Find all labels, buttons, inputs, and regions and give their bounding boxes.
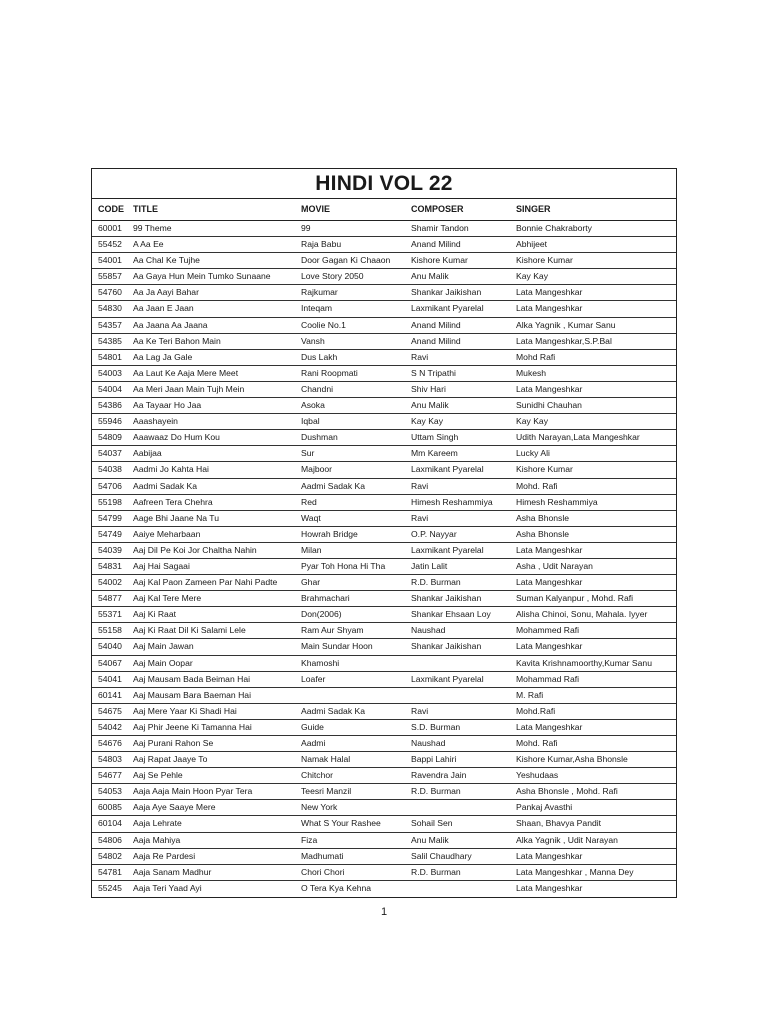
table-row xyxy=(92,865,676,881)
cell-code: 60141 xyxy=(98,689,122,700)
cell-composer: Mm Kareem xyxy=(411,448,458,459)
table-body xyxy=(92,221,676,897)
cell-singer: Kishore Kumar xyxy=(516,464,573,475)
cell-composer: Ravi xyxy=(411,512,429,523)
table-row xyxy=(92,543,676,559)
cell-title: Aa Jaan E Jaan xyxy=(133,303,194,314)
table-row xyxy=(92,784,676,800)
cell-movie: Guide xyxy=(301,721,324,732)
cell-movie: Love Story 2050 xyxy=(301,271,364,282)
cell-code: 55371 xyxy=(98,609,122,620)
cell-code: 54677 xyxy=(98,770,122,781)
cell-title: Aaj Kal Tere Mere xyxy=(133,593,202,604)
cell-composer: Ravendra Jain xyxy=(411,770,467,781)
cell-title: Aaja Aaja Main Hoon Pyar Tera xyxy=(133,786,253,797)
cell-composer: Shankar Jaikishan xyxy=(411,641,482,652)
table-row xyxy=(92,849,676,865)
cell-title: Aaj Mere Yaar Ki Shadi Hai xyxy=(133,705,237,716)
cell-movie: Coolie No.1 xyxy=(301,319,346,330)
cell-movie: Milan xyxy=(301,544,322,555)
cell-title: Aaja Re Pardesi xyxy=(133,850,196,861)
cell-composer: Shankar Jaikishan xyxy=(411,287,482,298)
cell-title: 99 Theme xyxy=(133,223,172,233)
cell-title: Aa Ke Teri Bahon Main xyxy=(133,335,221,346)
cell-title: Aa Chal Ke Tujhe xyxy=(133,255,200,266)
cell-singer: Mohammed Rafi xyxy=(516,625,580,636)
table-row xyxy=(92,382,676,398)
cell-title: Aabijaa xyxy=(133,448,162,459)
cell-code: 54877 xyxy=(98,593,122,604)
cell-movie: Fiza xyxy=(301,834,318,845)
cell-composer: Anu Malik xyxy=(411,834,449,845)
cell-composer: O.P. Nayyar xyxy=(411,528,457,539)
cell-singer: Lata Mangeshkar,S.P.Bal xyxy=(516,335,612,346)
cell-code: 54760 xyxy=(98,287,122,298)
cell-title: Aaj Se Pehle xyxy=(133,770,183,781)
cell-movie: Loafer xyxy=(301,673,326,684)
table-row xyxy=(92,575,676,591)
cell-movie: Chandni xyxy=(301,383,334,394)
cell-title: Aa Laut Ke Aaja Mere Meet xyxy=(133,367,239,378)
cell-singer: Lata Mangeshkar xyxy=(516,303,583,314)
table-row xyxy=(92,672,676,688)
table-row xyxy=(92,334,676,350)
cell-title: Aaj Rapat Jaaye To xyxy=(133,754,208,765)
table-row xyxy=(92,511,676,527)
cell-composer: Himesh Reshammiya xyxy=(411,496,493,507)
table-row xyxy=(92,833,676,849)
cell-movie: Aadmi Sadak Ka xyxy=(301,480,366,491)
table-row xyxy=(92,221,676,237)
cell-title: Aaj Hai Sagaai xyxy=(133,560,190,571)
cell-movie: Pyar Toh Hona Hi Tha xyxy=(301,560,386,571)
cell-title: Aaj Phir Jeene Ki Tamanna Hai xyxy=(133,721,252,732)
table-row xyxy=(92,607,676,623)
cell-movie: Asoka xyxy=(301,400,325,411)
table-row xyxy=(92,720,676,736)
cell-singer: Kishore Kumar xyxy=(516,255,573,266)
cell-title: Aaja Aye Saaye Mere xyxy=(133,802,216,813)
cell-title: A Aa Ee xyxy=(133,239,164,250)
cell-code: 54053 xyxy=(98,786,122,797)
cell-code: 55245 xyxy=(98,882,122,893)
cell-code: 54357 xyxy=(98,319,122,330)
cell-movie: Raja Babu xyxy=(301,239,342,250)
cell-composer: Jatin Lalit xyxy=(411,560,448,571)
table-row xyxy=(92,736,676,752)
cell-composer: Shamir Tandon xyxy=(411,223,469,233)
cell-title: Aaj Main Jawan xyxy=(133,641,194,652)
cell-title: Aaja Teri Yaad Ayi xyxy=(133,882,202,893)
page-number: 1 xyxy=(380,906,388,918)
cell-movie: New York xyxy=(301,802,338,813)
cell-composer: Anand Milind xyxy=(411,335,461,346)
cell-composer: Laxmikant Pyarelal xyxy=(411,464,484,475)
cell-movie: Rajkumar xyxy=(301,287,338,298)
cell-code: 54831 xyxy=(98,560,122,571)
cell-title: Aaiye Meharbaan xyxy=(133,528,201,539)
cell-movie: Red xyxy=(301,496,317,507)
table-row xyxy=(92,350,676,366)
cell-code: 55158 xyxy=(98,625,122,636)
cell-composer: S.D. Burman xyxy=(411,721,461,732)
cell-code: 54004 xyxy=(98,383,122,394)
song-catalog-table xyxy=(91,168,677,898)
cell-singer: Lata Mangeshkar xyxy=(516,850,583,861)
cell-title: Aaj Ki Raat Dil Ki Salami Lele xyxy=(133,625,246,636)
cell-singer: Udith Narayan,Lata Mangeshkar xyxy=(516,432,640,443)
table-row xyxy=(92,800,676,816)
table-row xyxy=(92,446,676,462)
table-row xyxy=(92,269,676,285)
cell-composer: Laxmikant Pyarelal xyxy=(411,544,484,555)
cell-singer: Lata Mangeshkar , Manna Dey xyxy=(516,866,634,877)
cell-composer: Kay Kay xyxy=(411,416,444,427)
cell-singer: Pankaj Avasthi xyxy=(516,802,573,813)
cell-title: Aaj Mausam Bara Baeman Hai xyxy=(133,689,251,700)
cell-singer: Kay Kay xyxy=(516,416,549,427)
cell-movie: Aadmi xyxy=(301,738,326,748)
cell-movie: Dus Lakh xyxy=(301,351,338,362)
cell-code: 54830 xyxy=(98,303,122,314)
cell-singer: Lata Mangeshkar xyxy=(516,577,583,588)
table-row xyxy=(92,816,676,832)
cell-composer: Bappi Lahiri xyxy=(411,754,457,765)
table-row xyxy=(92,253,676,269)
cell-code: 54801 xyxy=(98,351,122,362)
table-row xyxy=(92,366,676,382)
cell-composer: Sohail Sen xyxy=(411,818,453,829)
cell-code: 54706 xyxy=(98,480,122,491)
column-header-movie: MOVIE xyxy=(301,204,331,214)
cell-composer: Shiv Hari xyxy=(411,383,446,394)
cell-movie: Ghar xyxy=(301,577,321,588)
cell-movie: O Tera Kya Kehna xyxy=(301,882,372,893)
cell-movie: Howrah Bridge xyxy=(301,528,358,539)
cell-title: Aaja Mahiya xyxy=(133,834,181,845)
cell-movie: 99 xyxy=(301,223,311,233)
cell-singer: Kishore Kumar,Asha Bhonsle xyxy=(516,754,628,765)
cell-composer: S N Tripathi xyxy=(411,367,456,378)
cell-singer: Mohd.Rafi xyxy=(516,705,556,716)
cell-code: 54675 xyxy=(98,705,122,716)
cell-singer: Mohammad Rafi xyxy=(516,673,580,684)
cell-movie: Inteqam xyxy=(301,303,333,314)
table-row xyxy=(92,237,676,253)
cell-title: Aaja Sanam Madhur xyxy=(133,866,212,877)
cell-movie: Main Sundar Hoon xyxy=(301,641,373,652)
cell-singer: Mukesh xyxy=(516,367,547,378)
cell-singer: Asha Bhonsle xyxy=(516,528,570,539)
cell-code: 54003 xyxy=(98,367,122,378)
cell-singer: Alisha Chinoi, Sonu, Mahala. Iyyer xyxy=(516,609,648,620)
cell-composer: Shankar Jaikishan xyxy=(411,593,482,604)
table-row xyxy=(92,301,676,317)
table-row xyxy=(92,479,676,495)
cell-composer: Anu Malik xyxy=(411,271,449,282)
cell-code: 60001 xyxy=(98,223,122,233)
cell-code: 54386 xyxy=(98,400,122,411)
cell-movie: Khamoshi xyxy=(301,657,340,668)
cell-singer: Shaan, Bhavya Pandit xyxy=(516,818,602,829)
cell-singer: Kavita Krishnamoorthy,Kumar Sanu xyxy=(516,657,652,668)
cell-singer: Asha , Udit Narayan xyxy=(516,560,593,571)
cell-composer: Laxmikant Pyarelal xyxy=(411,673,484,684)
table-row xyxy=(92,559,676,575)
cell-composer: Naushad xyxy=(411,625,446,636)
cell-singer: Suman Kalyanpur , Mohd. Rafi xyxy=(516,593,634,604)
cell-composer: Anand Milind xyxy=(411,319,461,330)
cell-movie: Dushman xyxy=(301,432,338,443)
cell-code: 54038 xyxy=(98,464,122,475)
cell-movie: Rani Roopmati xyxy=(301,367,358,378)
cell-movie: Door Gagan Ki Chaaon xyxy=(301,255,391,266)
table-row xyxy=(92,462,676,478)
cell-movie: Teesri Manzil xyxy=(301,786,352,797)
cell-composer: Anu Malik xyxy=(411,400,449,411)
cell-singer: Kay Kay xyxy=(516,271,549,282)
cell-title: Aa Tayaar Ho Jaa xyxy=(133,400,202,411)
cell-composer: Salil Chaudhary xyxy=(411,850,472,861)
table-row xyxy=(92,527,676,543)
cell-composer: Kishore Kumar xyxy=(411,255,468,266)
cell-title: Aa Ja Aayi Bahar xyxy=(133,287,199,298)
cell-title: Aa Lag Ja Gale xyxy=(133,351,193,362)
cell-singer: Lata Mangeshkar xyxy=(516,287,583,298)
cell-composer: Ravi xyxy=(411,351,429,362)
cell-singer: Bonnie Chakraborty xyxy=(516,223,592,233)
cell-title: Aaj Dil Pe Koi Jor Chaltha Nahin xyxy=(133,544,257,555)
cell-code: 54385 xyxy=(98,335,122,346)
cell-code: 54781 xyxy=(98,866,122,877)
cell-code: 54001 xyxy=(98,255,122,266)
cell-singer: Alka Yagnik , Udit Narayan xyxy=(516,834,618,845)
column-header-singer: SINGER xyxy=(516,204,551,214)
cell-movie: Sur xyxy=(301,448,315,459)
table-row xyxy=(92,623,676,639)
cell-composer: Uttam Singh xyxy=(411,432,459,443)
cell-singer: Sunidhi Chauhan xyxy=(516,400,582,411)
cell-movie: Iqbal xyxy=(301,416,320,427)
cell-movie: Brahmachari xyxy=(301,593,350,604)
cell-singer: Lata Mangeshkar xyxy=(516,383,583,394)
table-row xyxy=(92,430,676,446)
table-row xyxy=(92,414,676,430)
cell-title: Aa Meri Jaan Main Tujh Mein xyxy=(133,383,245,394)
cell-singer: Lata Mangeshkar xyxy=(516,544,583,555)
cell-singer: Yeshudaas xyxy=(516,770,559,781)
cell-composer: R.D. Burman xyxy=(411,786,461,797)
cell-singer: Asha Bhonsle , Mohd. Rafi xyxy=(516,786,618,797)
cell-code: 54067 xyxy=(98,657,122,668)
cell-code: 54802 xyxy=(98,850,122,861)
cell-code: 54039 xyxy=(98,544,122,555)
cell-singer: Mohd. Rafi xyxy=(516,480,558,491)
table-row xyxy=(92,495,676,511)
cell-movie: Waqt xyxy=(301,512,321,523)
cell-title: Aage Bhi Jaane Na Tu xyxy=(133,512,219,523)
column-header-row xyxy=(92,199,676,221)
cell-code: 54806 xyxy=(98,834,122,845)
cell-title: Aaashayein xyxy=(133,416,178,427)
table-row xyxy=(92,639,676,655)
table-row xyxy=(92,704,676,720)
table-row xyxy=(92,591,676,607)
cell-movie: Namak Halal xyxy=(301,754,351,765)
cell-movie: Chitchor xyxy=(301,770,333,781)
cell-singer: Mohd Rafi xyxy=(516,351,556,362)
cell-code: 54041 xyxy=(98,673,122,684)
cell-code: 55946 xyxy=(98,416,122,427)
cell-title: Aaj Mausam Bada Beiman Hai xyxy=(133,673,251,684)
cell-title: Aa Jaana Aa Jaana xyxy=(133,319,208,330)
table-row xyxy=(92,768,676,784)
cell-composer: Naushad xyxy=(411,738,446,748)
cell-singer: M. Rafi xyxy=(516,689,544,700)
table-row xyxy=(92,318,676,334)
cell-singer: Abhijeet xyxy=(516,239,548,250)
cell-singer: Himesh Reshammiya xyxy=(516,496,598,507)
table-row xyxy=(92,881,676,897)
cell-title: Aaawaaz Do Hum Kou xyxy=(133,432,220,443)
cell-title: Aaj Kal Paon Zameen Par Nahi Padte xyxy=(133,577,278,588)
cell-movie: What S Your Rashee xyxy=(301,818,381,829)
cell-code: 54042 xyxy=(98,721,122,732)
cell-code: 55452 xyxy=(98,239,122,250)
cell-code: 60104 xyxy=(98,818,122,829)
cell-code: 54002 xyxy=(98,577,122,588)
table-row xyxy=(92,688,676,704)
cell-title: Aadmi Sadak Ka xyxy=(133,480,198,491)
cell-movie: Ram Aur Shyam xyxy=(301,625,364,636)
cell-composer: Ravi xyxy=(411,480,429,491)
cell-composer: R.D. Burman xyxy=(411,577,461,588)
cell-composer: Anand Milind xyxy=(411,239,461,250)
cell-title: Aaj Main Oopar xyxy=(133,657,193,668)
cell-title: Aadmi Jo Kahta Hai xyxy=(133,464,209,475)
table-row xyxy=(92,398,676,414)
cell-composer: Ravi xyxy=(411,705,429,716)
cell-code: 55198 xyxy=(98,496,122,507)
cell-code: 54809 xyxy=(98,432,122,443)
cell-composer: Laxmikant Pyarelal xyxy=(411,303,484,314)
cell-composer: R.D. Burman xyxy=(411,866,461,877)
cell-title: Aa Gaya Hun Mein Tumko Sunaane xyxy=(133,271,271,282)
column-header-composer: COMPOSER xyxy=(411,204,464,214)
cell-title: Aaj Ki Raat xyxy=(133,609,176,620)
cell-movie: Chori Chori xyxy=(301,866,345,877)
cell-code: 54803 xyxy=(98,754,122,765)
table-row xyxy=(92,656,676,672)
column-header-code: CODE xyxy=(98,204,125,214)
cell-composer: Shankar Ehsaan Loy xyxy=(411,609,491,620)
cell-movie: Vansh xyxy=(301,335,325,346)
column-header-title: TITLE xyxy=(133,204,158,214)
table-row xyxy=(92,752,676,768)
cell-movie: Madhumati xyxy=(301,850,344,861)
cell-code: 54749 xyxy=(98,528,122,539)
cell-title: Aaj Purani Rahon Se xyxy=(133,738,214,748)
table-row xyxy=(92,285,676,301)
cell-title: Aafreen Tera Chehra xyxy=(133,496,213,507)
cell-singer: Mohd. Rafi xyxy=(516,738,558,748)
cell-code: 54040 xyxy=(98,641,122,652)
cell-singer: Lata Mangeshkar xyxy=(516,641,583,652)
cell-movie: Aadmi Sadak Ka xyxy=(301,705,366,716)
catalog-heading: HINDI VOL 22 xyxy=(92,169,676,199)
cell-singer: Lata Mangeshkar xyxy=(516,882,583,893)
cell-code: 54799 xyxy=(98,512,122,523)
cell-singer: Alka Yagnik , Kumar Sanu xyxy=(516,319,616,330)
cell-singer: Asha Bhonsle xyxy=(516,512,570,523)
cell-code: 54676 xyxy=(98,738,122,748)
cell-code: 55857 xyxy=(98,271,122,282)
cell-code: 60085 xyxy=(98,802,122,813)
cell-movie: Don(2006) xyxy=(301,609,342,620)
cell-singer: Lata Mangeshkar xyxy=(516,721,583,732)
cell-singer: Lucky Ali xyxy=(516,448,550,459)
cell-title: Aaja Lehrate xyxy=(133,818,182,829)
cell-code: 54037 xyxy=(98,448,122,459)
cell-movie: Majboor xyxy=(301,464,333,475)
